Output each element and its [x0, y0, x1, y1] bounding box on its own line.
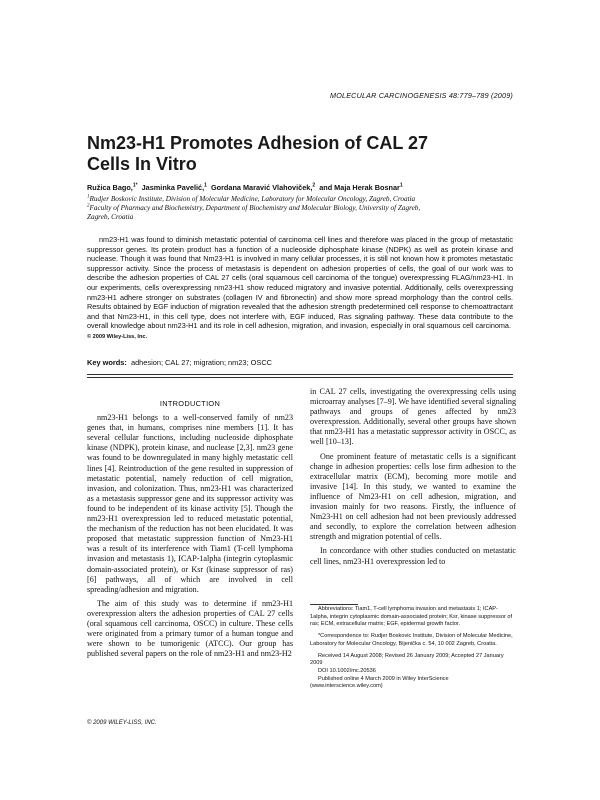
affiliation-line	[87, 195, 517, 204]
footnote-rule	[310, 604, 358, 605]
author-name: Ružica Bago,	[87, 183, 133, 192]
affiliation-line	[87, 204, 517, 213]
footnote-abbreviations: Abbreviations: Tiam1, T-cell lymphoma invasion and metastasis 1; ICAP-1alpha, integrin cytoplasmic domain-associated protein; Ksr, kinase suppressor of ras; ECM, extracellular matrix; EGF, epidermal growth factor.	[310, 606, 513, 628]
author-name: Jasminka Pavelić,	[141, 183, 205, 192]
paragraph: nm23-H1 belongs to a well-conserved family of nm23 genes that, in humans, comprises nine members [1]. It has several cellular functions, including nucleoside diphosphate kinase (NDPK), protein kinase, and nuclease [2,3]. nm23 gene was found to be downregulated in many highly metastatic cell lines [4]. Reintroduction of the gene resulted in suppression of metastatic potential, namely reduction of cell migration, invasion, and colonization. Thus, nm23-H1 was characterized as a metastasis suppressor gene and its suppressor activity was found to be independent of its kinase activity [5]. Though the nm23-H1 overexpression led to reduced metastatic potential, the mechanism of the reduction has not been elucidated. It was proposed that metastatic suppression function of Nm23-H1 was a result of its interference with Tiam1 (T-cell lymphoma invasion and metastasis 1), ICAP-1alpha (integrin cytoplasmic domain-associated protein), or Ksr (kinase suppressor of ras) [6] pathways, all of which are involved in cell spreading/adhesion and migration.	[87, 413, 293, 594]
affiliation-mark: 2	[87, 203, 90, 209]
affiliation-line	[87, 213, 517, 222]
paragraph: In concordance with other studies conducted on metastatic cell lines, nm23-H1 overexpression led to	[310, 546, 516, 566]
footer-copyright: © 2009 WILEY-LISS, INC.	[87, 720, 157, 726]
paragraph: One prominent feature of metastatic cells is a significant change in adhesion properties: cells lose firm adhesion to the extracellular matrix (ECM), becoming more motile and invasive [14]. In this study, we wanted to examine the influence of Nm23-H1 on cell adhesion, migration, and invasion mainly for two reasons. Firstly, the influence of Nm23-H1 on cell adhesion had not been previously addressed and secondly, to explore the correlation between adhesion strength and migration potential of cells.	[310, 451, 516, 542]
author-affiliation-mark: 1*	[132, 182, 138, 189]
abstract	[87, 235, 513, 343]
abstract-text: nm23-H1 was found to diminish metastatic potential of carcinoma cell lines and therefore was placed in the group of metastatic suppressor genes. Its protein product has a function of a nucleoside diphosphate kinase (NDPK) as well as protein kinase and nuclease. Though it was found that Nm23-H1 is involved in many cellular processes, it is still not known how it promotes metastatic suppressor activity. Since the process of metastasis is dependent on adhesion properties of cells, the goal of our work was to describe the adhesion properties of CAL 27 cells (oral squamous cell carcinoma of the tongue) overexpressing FLAG/nm23-H1. In our experiments, cells overexpressing nm23-H1 show reduced migratory and invasive potential. Additionally, cells overexpressing nm23-H1 adhere stronger on substrates (collagen IV and fibronectin) and show more spread morphology than the control cells. Results obtained by EGF induction of migration revealed that the adhesion strength predetermined cell response to chemoattractant and that Nm23-H1, in this cell type, does not interfere with, EGF induced, Ras signaling pathway. These data contribute to the overall knowledge about nm23-H1 and its role in cell adhesion, migration, and invasion, especially in oral squamous cell carcinoma.	[87, 235, 513, 331]
footnote-received: Received 14 August 2008; Revised 26 January 2009; Accepted 27 January 2009	[310, 652, 504, 667]
divider-top	[87, 374, 513, 375]
article-title	[87, 133, 517, 175]
column-right	[310, 387, 516, 571]
keywords	[87, 358, 513, 367]
keywords-label: Key words:	[87, 358, 127, 367]
divider-bottom	[87, 377, 513, 378]
affiliation-text: Zagreb, Croatia	[87, 213, 134, 222]
affiliations	[87, 195, 517, 223]
affiliation-mark: 1	[87, 194, 90, 200]
journal-header: MOLECULAR CARCINOGENESIS 48:779–789 (2009)	[330, 91, 513, 100]
footnotes	[310, 606, 514, 691]
title-line-1: Nm23-H1 Promotes Adhesion of CAL 27	[87, 133, 429, 153]
paragraph: in CAL 27 cells, investigating the overexpressing cells using microarray analyses [7–9]. We have identified several signaling pathways and groups of genes affected by nm23 overexpression. Additionally, several other groups have shown that nm23-H1 has a metastatic suppressor activity in OSCC, as well [10–13].	[310, 387, 516, 447]
author-name: and Maja Herak Bosnar	[319, 183, 400, 192]
author-affiliation-mark: 1	[399, 182, 403, 189]
title-line-2: Cells In Vitro	[87, 154, 197, 174]
keywords-text: adhesion; CAL 27; migration; nm23; OSCC	[130, 358, 272, 367]
author-affiliation-mark: 2	[312, 182, 316, 189]
column-left	[87, 399, 293, 663]
footnote-doi: DOI 10.1002/mc.20536	[318, 667, 376, 674]
paragraph: The aim of this study was to determine if nm23-H1 overexpression alters the adhesion properties of CAL 27 cells (oral squamous cell carcinoma, OSCC) in culture. These cells were originated from a primary tumor of a human tongue and were shown to be tumorigenic (ATCC). Our group has published several papers on the role of nm23-H1 and nm23-H2	[87, 598, 293, 659]
footnote-published: Published online 4 March 2009 in Wiley InterScience (www.interscience.wiley.com)	[310, 675, 449, 690]
author-affiliation-mark: 1	[204, 182, 207, 189]
footnote-correspondence: *Correspondence to: Rudjer Boskovic Institute, Division of Molecular Medicine, Laboratory for Molecular Oncology, Bijenička c. 54, 10 002 Zagreb, Croatia.	[310, 633, 513, 647]
affiliation-text: Rudjer Boskovic Institute, Division of Molecular Medicine, Laboratory for Molecular Oncology, Zagreb, Croatia	[89, 195, 416, 203]
affiliation-text: Faculty of Pharmacy and Biochemistry, Department of Biochemistry and Molecular Biology, University of Zagreb,	[89, 204, 421, 213]
abstract-copyright: © 2009 Wiley-Liss, Inc.	[87, 333, 148, 340]
section-heading: INTRODUCTION	[159, 399, 221, 408]
author-list	[87, 183, 517, 192]
author-name: Gordana Maravić Vlahoviček,	[210, 183, 313, 192]
